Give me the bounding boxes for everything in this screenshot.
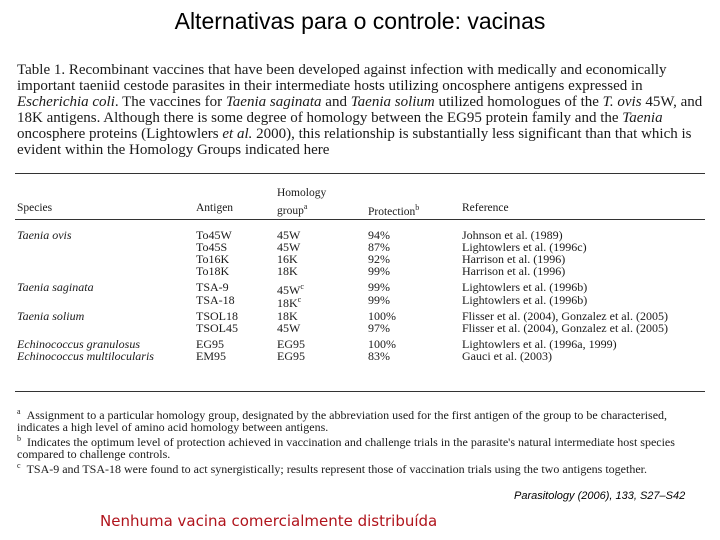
cell-reference-text: Lightowlers et al. (1996a, 1999) bbox=[462, 336, 617, 351]
header-protection bbox=[368, 202, 419, 218]
cell-species bbox=[17, 310, 84, 322]
caption-text: . The vaccines for bbox=[114, 94, 226, 110]
cell-species bbox=[17, 229, 72, 241]
cell-antigen-text: To16K bbox=[196, 252, 230, 267]
cell-reference bbox=[462, 294, 587, 306]
cell-antigen-text: TSOL18 bbox=[196, 308, 238, 323]
caption-italic: Taenia saginata bbox=[225, 94, 322, 110]
caption-text: oncosphere proteins (Lightowlers bbox=[17, 126, 223, 142]
table-caption bbox=[17, 62, 707, 158]
caption-italic: Taenia solium bbox=[350, 94, 435, 110]
footnote-mark: a bbox=[17, 407, 21, 416]
footnote-mark: a bbox=[303, 202, 308, 211]
caption-text: 45W, and 18K antigens. Although there is some degree of homology between the EG95 protein family and the bbox=[17, 94, 703, 126]
cell-antigen-text: To18K bbox=[196, 264, 230, 279]
footnote-text: TSA-9 and TSA-18 were found to act synergistically; results represent those of vaccination trials using the two antigens together. bbox=[26, 462, 647, 476]
cell-antigen-text: EM95 bbox=[196, 348, 226, 363]
caption-text: utilized homologues of the bbox=[434, 94, 603, 110]
cell-antigen-text: To45W bbox=[196, 228, 232, 242]
cell-group-text: 16K bbox=[277, 252, 298, 267]
footnote-a bbox=[17, 406, 709, 433]
cell-group-text: 45W bbox=[277, 320, 301, 335]
header-species: Species bbox=[17, 202, 53, 214]
cell-protection-text: 100% bbox=[368, 308, 396, 323]
cell-antigen bbox=[196, 350, 226, 362]
header-antigen: Antigen bbox=[196, 202, 234, 214]
caption-italic: Escherichia coli bbox=[17, 94, 115, 110]
caption-italic: T. ovis bbox=[602, 94, 642, 110]
header-reference: Reference bbox=[462, 202, 509, 214]
cell-group bbox=[277, 322, 300, 334]
cell-reference-text: Flisser et al. (2004), Gonzalez et al. (2005) bbox=[462, 308, 668, 323]
caption-text: and bbox=[321, 94, 351, 110]
cell-protection-text: 99% bbox=[368, 264, 390, 279]
cell-antigen bbox=[196, 294, 235, 306]
caption-italic: et al. bbox=[222, 126, 253, 142]
table-top-rule bbox=[15, 173, 705, 174]
cell-reference-text: Harrison et al. (1996) bbox=[462, 252, 566, 267]
footnote-mark: b bbox=[17, 434, 21, 443]
footnote-mark: c bbox=[300, 282, 304, 292]
cell-species bbox=[17, 281, 94, 293]
caption-italic: Taenia bbox=[622, 110, 663, 126]
cell-group-text: EG95 bbox=[277, 348, 305, 363]
cell-reference-text: Harrison et al. (1996) bbox=[462, 264, 566, 279]
cell-species-text: Echinococcus granulosus bbox=[17, 336, 140, 351]
cell-reference bbox=[462, 322, 668, 334]
cell-antigen bbox=[196, 265, 229, 277]
footnote-mark: c bbox=[17, 461, 21, 470]
cell-group-text: 45W bbox=[277, 283, 301, 298]
cell-reference bbox=[462, 350, 552, 362]
cell-group bbox=[277, 350, 305, 362]
cell-species-text: Taenia ovis bbox=[17, 228, 72, 242]
source-citation: Parasitology (2006), 133, S27–S42 bbox=[514, 490, 686, 502]
cell-antigen-text: To45S bbox=[196, 240, 228, 255]
cell-protection bbox=[368, 350, 390, 362]
cell-species-text: Echinococcus multilocularis bbox=[17, 348, 154, 363]
caption-text: 2000), this relationship is substantially less significant than that which is evident within the Homology Groups indicated here bbox=[17, 126, 692, 158]
cell-reference bbox=[462, 265, 565, 277]
slide-title: Alternativas para o controle: vacinas bbox=[174, 8, 546, 34]
cell-protection-text: 92% bbox=[368, 252, 390, 267]
cell-species-text: Taenia solium bbox=[17, 308, 85, 323]
cell-protection-text: 87% bbox=[368, 240, 390, 255]
table-header-rule bbox=[15, 219, 705, 220]
cell-reference-text: Lightowlers et al. (1996b) bbox=[462, 280, 588, 295]
cell-group-text: 45W bbox=[277, 228, 301, 242]
footnote-mark: c bbox=[297, 294, 302, 304]
cell-protection-text: 100% bbox=[368, 336, 396, 351]
conclusion-note: Nenhuma vacina comercialmente distribuída bbox=[100, 512, 438, 530]
cell-group-text: 18K bbox=[277, 264, 298, 279]
header-homology bbox=[277, 186, 347, 218]
cell-reference-text: Johnson et al. (1989) bbox=[462, 228, 563, 242]
cell-reference-text: Flisser et al. (2004), Gonzalez et al. (2005) bbox=[462, 320, 668, 335]
header-protection-label: Protection bbox=[368, 205, 416, 218]
cell-species-text: Taenia saginata bbox=[17, 280, 94, 295]
cell-protection-text: 99% bbox=[368, 280, 390, 295]
cell-protection bbox=[368, 265, 390, 277]
footnote-c bbox=[17, 460, 709, 475]
cell-group-text: 18K bbox=[277, 308, 298, 323]
cell-reference-text: Lightowlers et al. (1996b) bbox=[462, 292, 588, 307]
cell-reference-text: Lightowlers et al. (1996c) bbox=[462, 240, 587, 255]
cell-group-text: 18K bbox=[277, 295, 298, 310]
cell-antigen-text: EG95 bbox=[196, 336, 224, 351]
footnotes bbox=[17, 406, 709, 475]
footnote-b bbox=[17, 433, 709, 460]
cell-protection-text: 83% bbox=[368, 348, 390, 363]
cell-group bbox=[277, 265, 298, 277]
cell-group-text: EG95 bbox=[277, 336, 305, 351]
cell-group-text: 45W bbox=[277, 240, 301, 255]
cell-antigen-text: TSOL45 bbox=[196, 320, 238, 335]
footnote-text: Indicates the optimum level of protection achieved in vaccination and challenge trials in the parasite's natural intermediate host species compared to challenge controls. bbox=[17, 435, 675, 461]
cell-antigen-text: TSA-18 bbox=[196, 292, 235, 307]
footnote-mark: b bbox=[415, 203, 420, 212]
cell-protection-text: 94% bbox=[368, 228, 390, 242]
cell-species bbox=[17, 350, 154, 362]
cell-protection-text: 99% bbox=[368, 292, 390, 307]
cell-protection bbox=[368, 294, 390, 306]
table-bottom-rule bbox=[15, 391, 705, 392]
cell-reference-text: Gauci et al. (2003) bbox=[462, 348, 552, 363]
cell-group bbox=[277, 294, 301, 309]
caption-text: Table 1. Recombinant vaccines that have been developed against infection with medically and economically important taeniid cestode parasites in their intermediate hosts utilizing oncosphere antigens expressed in bbox=[17, 62, 667, 94]
cell-protection bbox=[368, 322, 390, 334]
cell-antigen-text: TSA-9 bbox=[196, 280, 229, 295]
header-homology-label: Homology group bbox=[277, 187, 327, 217]
footnote-text: Assignment to a particular homology group, designated by the abbreviation used for the first antigen of the group to be characterised, indicates a high level of amino acid homology between antigens. bbox=[17, 408, 668, 434]
cell-protection-text: 97% bbox=[368, 320, 390, 335]
cell-antigen bbox=[196, 322, 238, 334]
